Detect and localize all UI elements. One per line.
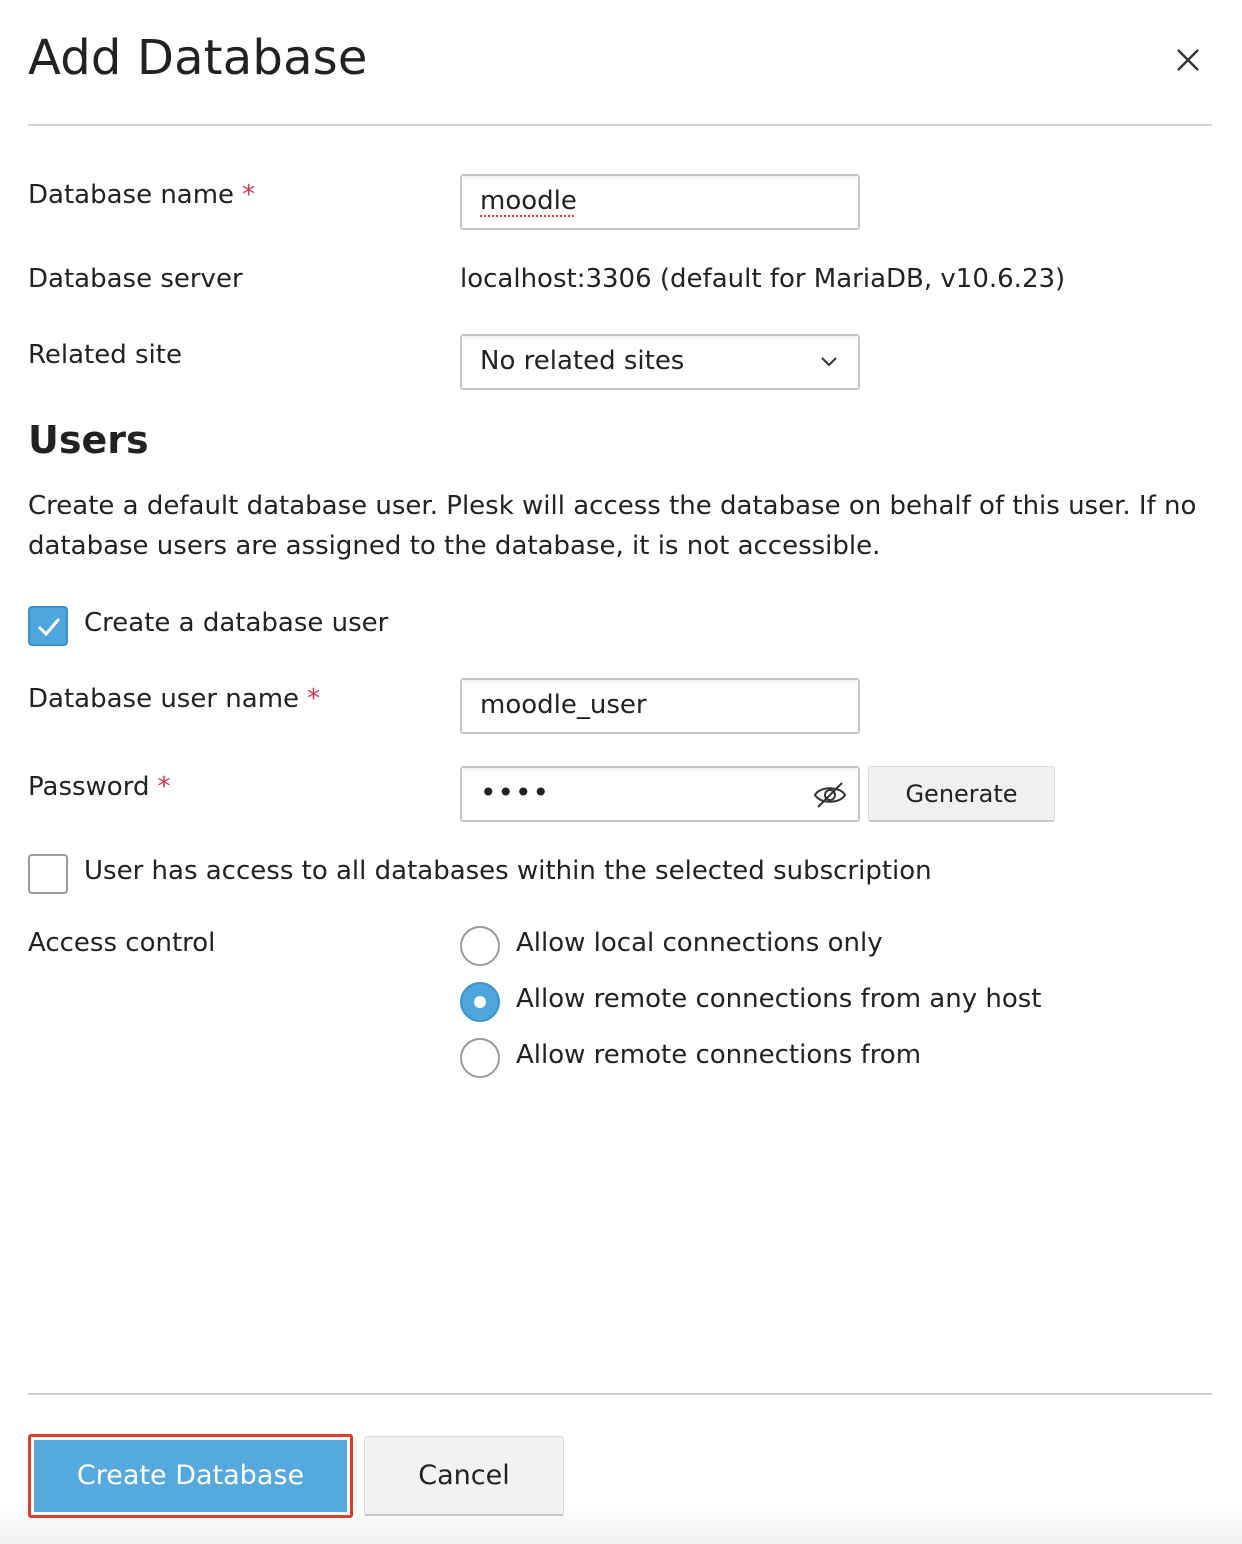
password-input[interactable] — [460, 766, 860, 822]
database-user-name-label — [28, 684, 320, 714]
related-site-value: No related sites — [480, 346, 685, 376]
password-value: •••• — [480, 776, 551, 809]
required-mark: * — [307, 684, 321, 714]
database-user-name-value: moodle_user — [480, 690, 647, 720]
cancel-button[interactable]: Cancel — [364, 1436, 564, 1516]
database-user-name-label-text: Database user name — [28, 684, 300, 714]
create-database-button[interactable]: Create Database — [34, 1440, 347, 1512]
database-user-name-input[interactable] — [460, 678, 860, 734]
database-name-label-text: Database name — [28, 180, 235, 210]
password-label-text: Password — [28, 772, 150, 802]
all-databases-label: User has access to all databases within the selected subscription — [84, 856, 932, 886]
chevron-down-icon — [820, 353, 838, 371]
all-databases-checkbox[interactable] — [28, 854, 68, 894]
dialog-title: Add Database — [28, 30, 368, 86]
database-name-value: moodle — [480, 186, 577, 216]
close-icon — [1168, 40, 1208, 80]
create-user-checkbox[interactable] — [28, 606, 68, 646]
radio-local-connections-label: Allow local connections only — [516, 928, 883, 958]
radio-remote-any-host-label: Allow remote connections from any host — [516, 984, 1042, 1014]
checkmark-icon — [36, 615, 62, 639]
radio-remote-from-label: Allow remote connections from — [516, 1040, 922, 1070]
radio-remote-any-host[interactable] — [460, 982, 500, 1022]
create-user-label: Create a database user — [84, 608, 389, 638]
database-server-label: Database server — [28, 264, 243, 294]
eye-slash-icon[interactable] — [812, 780, 848, 810]
create-database-highlight — [28, 1434, 353, 1518]
related-site-select[interactable] — [460, 334, 860, 390]
users-heading: Users — [28, 418, 149, 462]
database-name-label — [28, 180, 255, 210]
radio-local-connections[interactable] — [460, 926, 500, 966]
header-divider — [28, 124, 1212, 126]
database-name-input[interactable] — [460, 174, 860, 230]
footer-divider — [28, 1393, 1212, 1395]
radio-selected-dot — [474, 996, 486, 1008]
required-mark: * — [157, 772, 171, 802]
radio-remote-from[interactable] — [460, 1038, 500, 1078]
password-label — [28, 772, 170, 802]
database-server-value: localhost:3306 (default for MariaDB, v10.6.23) — [460, 264, 1066, 294]
access-control-label: Access control — [28, 928, 216, 958]
generate-password-button[interactable]: Generate — [868, 766, 1055, 822]
related-site-label: Related site — [28, 340, 182, 370]
required-mark: * — [242, 180, 256, 210]
close-button[interactable] — [1168, 40, 1208, 80]
users-description: Create a default database user. Plesk will access the database on behalf of this user. If no database users are assigned to the database, it is not accessible. — [28, 491, 1197, 561]
